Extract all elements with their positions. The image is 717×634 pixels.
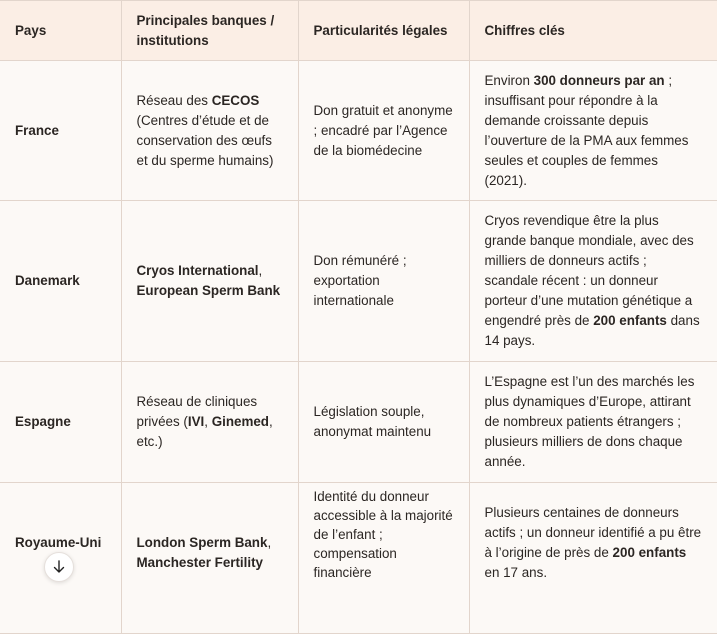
cell-legal <box>298 362 469 483</box>
table-row <box>0 483 717 634</box>
text: Environ <box>484 72 534 88</box>
text: , <box>204 414 212 429</box>
scroll-to-bottom-button[interactable] <box>44 552 74 582</box>
header-figures: Chiffres clés <box>469 1 717 61</box>
arrow-down-icon <box>51 559 67 575</box>
text: Don gratuit et anonyme ; encadré par l’Agence de la biomédecine <box>313 102 453 158</box>
text: , <box>258 263 263 278</box>
text: en 17 ans. <box>484 565 548 580</box>
table-row <box>0 61 717 201</box>
cell-legal <box>298 483 469 634</box>
text: Réseau des <box>136 92 212 108</box>
text: Réseau de cliniques privées ( <box>136 394 258 429</box>
bold-text: Ginemed <box>211 414 269 429</box>
text: , etc.) <box>136 414 273 449</box>
header-legal: Particularités légales <box>298 1 469 61</box>
header-institutions: Principales banques / institutions <box>121 1 298 61</box>
cell-figures <box>469 483 717 634</box>
cell-institutions <box>121 362 298 483</box>
cell-figures <box>469 362 717 483</box>
text: L’Espagne est l’un des marchés les plus dynamiques d’Europe, attirant de nombreux patients étrangers ; plusieurs milliers de dons chaque année. <box>484 374 695 469</box>
cell-country: Espagne <box>0 362 121 483</box>
bold-text: Cryos International <box>136 263 259 278</box>
text: Législation souple, anonymat maintenu <box>313 404 432 439</box>
cell-country: France <box>0 61 121 201</box>
bold-text: Manchester Fertility <box>136 555 264 570</box>
bold-text: 200 enfants <box>612 545 687 560</box>
bold-text: 200 enfants <box>593 313 667 328</box>
bold-text: European Sperm Bank <box>136 283 281 298</box>
cell-institutions <box>121 201 298 362</box>
bold-text: IVI <box>187 414 205 429</box>
table-row <box>0 362 717 483</box>
cell-figures <box>469 201 717 362</box>
cell-legal <box>298 201 469 362</box>
bold-text: 300 donneurs par an <box>533 72 665 88</box>
text: Identité du donneur accessible à la majorité de l’enfant ; compensation financière <box>313 489 453 580</box>
text: , <box>267 535 272 550</box>
text: Don rémunéré ; exportation internationale <box>313 253 407 308</box>
text: Plusieurs centaines de donneurs actifs ; un donneur identifié a pu être à l’origine de près de <box>484 505 702 560</box>
cell-legal <box>298 61 469 201</box>
text: Cryos revendique être la plus grande banque mondiale, avec des milliers de donneurs actifs ; scandale récent : un donneur porteur d’une mutation génétique a engendré près de <box>484 213 694 328</box>
cell-country: Royaume-Uni <box>0 483 121 634</box>
header-country: Pays <box>0 1 121 61</box>
text: dans 14 pays. <box>484 313 700 348</box>
cell-institutions <box>121 483 298 634</box>
text: (Centres d’étude et de conservation des œufs et du sperme humains) <box>136 112 274 168</box>
cell-figures <box>469 61 717 201</box>
table-header-row <box>0 1 717 61</box>
text: ; insuffisant pour répondre à la demande croissante depuis l’ouverture de la PMA aux femmes seules et couples de femmes (2021). <box>484 72 689 188</box>
bold-text: CECOS <box>211 92 260 108</box>
cell-country: Danemark <box>0 201 121 362</box>
cell-institutions <box>121 61 298 201</box>
table-row <box>0 201 717 362</box>
bold-text: London Sperm Bank <box>136 535 268 550</box>
